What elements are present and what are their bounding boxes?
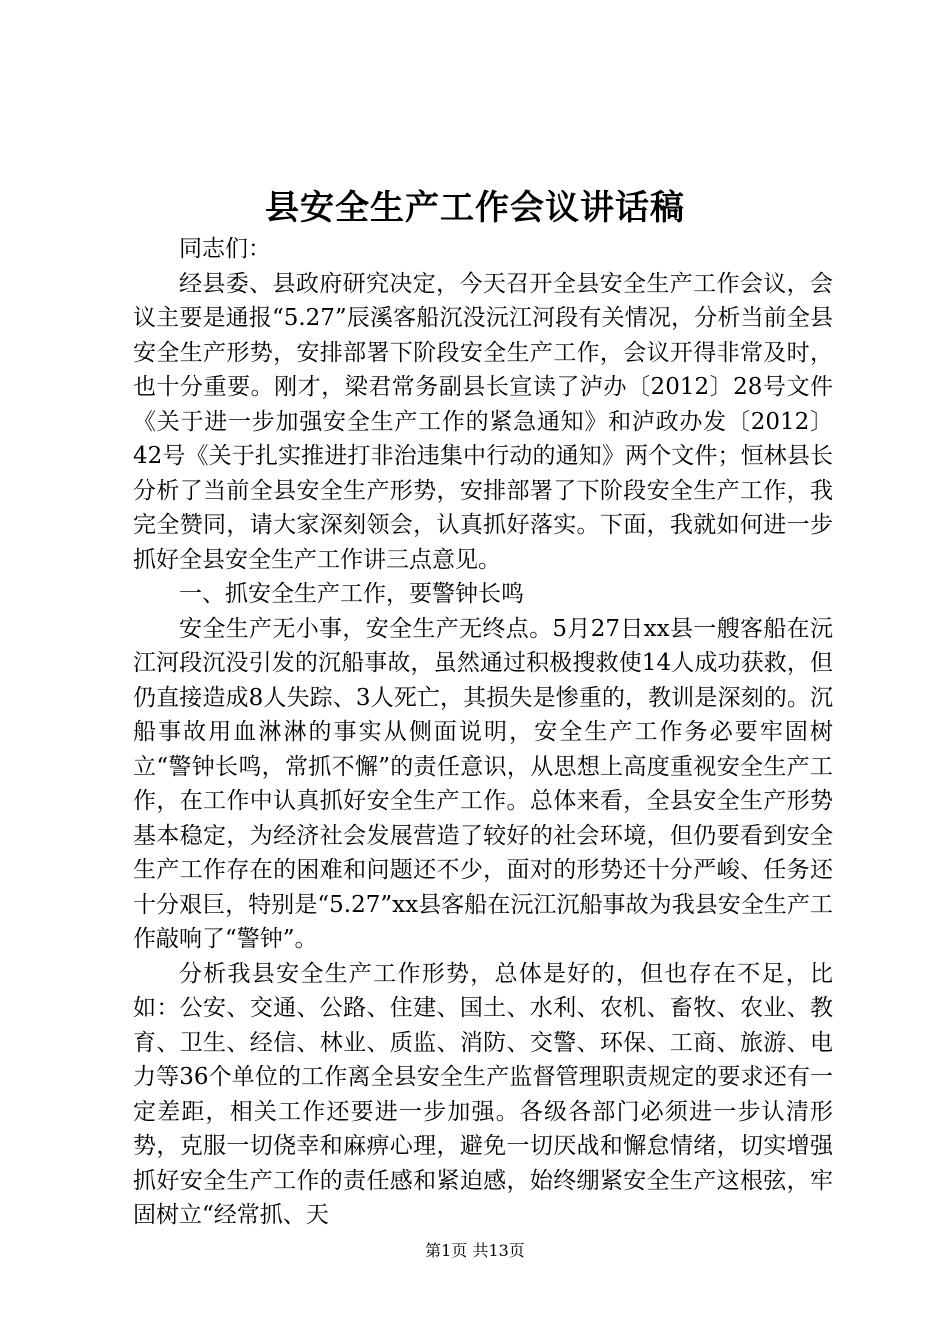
body-paragraph: 经县委、县政府研究决定，今天召开全县安全生产工作会议，会议主要是通报“5.27”辰溪客船沉没沅江河段有关情况，分析当前全县安全生产形势，安排部署下阶段安全生产工作，会议开得非常及时，也十分重要。刚才，梁君常务副县长宣读了泸办〔2012〕28号文件《关于进一步加强安全生产工作的紧急通知》和泸政办发〔2012〕42号《关于扎实推进打非治违集中行动的通知》两个文件；恒林县长分析了当前全县安全生产形势，安排部署了下阶段安全生产工作，我完全赞同，请大家深刻领会，认真抓好落实。下面，我就如何进一步抓好全县安全生产工作讲三点意见。 <box>133 270 833 573</box>
body-paragraph: 分析我县安全生产工作形势，总体是好的，但也存在不足，比如：公安、交通、公路、住建、国土、水利、农机、畜牧、农业、教育、卫生、经信、林业、质监、消防、交警、环保、工商、旅游、电力等36个单位的工作离全县安全生产监督管理职责规定的要求还有一定差距，相关工作还要进一步加强。各级各部门必须进一步认清形势，克服一切侥幸和麻痹心理，避免一切厌战和懈怠情绪，切实增强抓好安全生产工作的责任感和紧迫感，始终绷紧安全生产这根弦，牢固树立“经常抓、天 <box>133 960 833 1228</box>
document-body <box>133 232 833 1233</box>
salutation-paragraph: 同志们： <box>179 236 271 262</box>
document-title: 县安全生产工作会议讲话稿 <box>265 188 685 228</box>
page-number-footer: 第1页 共13页 <box>425 1241 525 1260</box>
section-heading: 一、抓安全生产工作，要警钟长鸣 <box>179 581 524 607</box>
body-paragraph: 安全生产无小事，安全生产无终点。5月27日xx县一艘客船在沅江河段沉没引发的沉船事故，虽然通过积极搜救使14人成功获救，但仍直接造成8人失踪、3人死亡，其损失是惨重的，教训是深刻的。沉船事故用血淋淋的事实从侧面说明，安全生产工作务必要牢固树立“警钟长鸣，常抓不懈”的责任意识，从思想上高度重视安全生产工作，在工作中认真抓好安全生产工作。总体来看，全县安全生产形势基本稳定，为经济社会发展营造了较好的社会环境，但仍要看到安全生产工作存在的困难和问题还不少，面对的形势还十分严峻、任务还十分艰巨，特别是“5.27”xx县客船在沅江沉船事故为我县安全生产工作敲响了“警钟”。 <box>133 615 833 952</box>
